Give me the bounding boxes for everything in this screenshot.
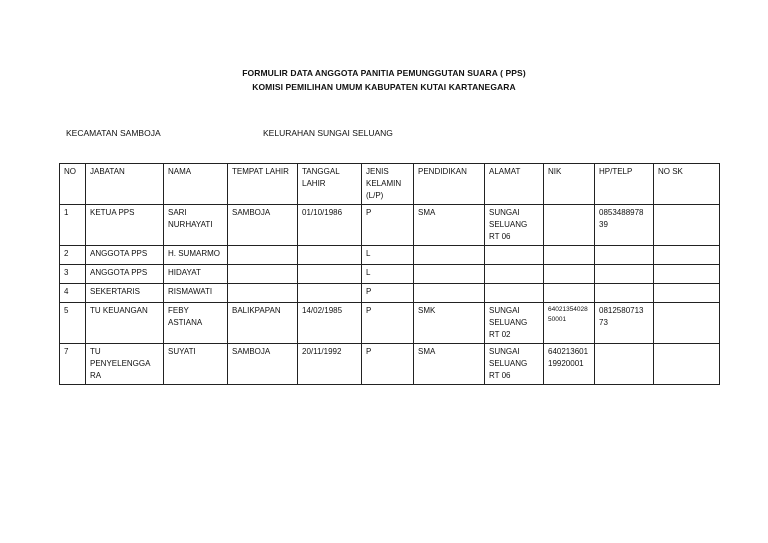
form-subtitle: KOMISI PEMILIHAN UMUM KABUPATEN KUTAI KARTANEGARA xyxy=(252,82,516,92)
col-header-jenis-kelamin: JENIS KELAMIN (L/P) xyxy=(362,164,414,205)
cell-jenis-kelamin: P xyxy=(362,284,414,303)
cell-hp-telp: 0812580713 73 xyxy=(595,303,654,344)
cell-alamat xyxy=(485,246,544,265)
cell-nik xyxy=(544,265,595,284)
cell-nik: 640213601 19920001 xyxy=(544,344,595,385)
cell-nama: SARI NURHAYATI xyxy=(164,205,228,246)
col-header-jabatan: JABATAN xyxy=(86,164,164,205)
cell-jenis-kelamin: P xyxy=(362,303,414,344)
kelurahan-label: KELURAHAN SUNGAI SELUANG xyxy=(263,128,393,138)
cell-nik: 64021354028 50001 xyxy=(544,303,595,344)
cell-hp-telp xyxy=(595,344,654,385)
cell-pendidikan xyxy=(414,265,485,284)
cell-no-sk xyxy=(654,265,720,284)
cell-tempat-lahir: SAMBOJA xyxy=(228,205,298,246)
cell-no-sk xyxy=(654,344,720,385)
col-header-alamat: ALAMAT xyxy=(485,164,544,205)
cell-jenis-kelamin: P xyxy=(362,344,414,385)
cell-jabatan: KETUA PPS xyxy=(86,205,164,246)
table-row xyxy=(60,246,720,265)
cell-nik xyxy=(544,205,595,246)
cell-tempat-lahir xyxy=(228,284,298,303)
table-row xyxy=(60,284,720,303)
cell-jabatan: TU KEUANGAN xyxy=(86,303,164,344)
cell-no: 1 xyxy=(60,205,86,246)
cell-nik xyxy=(544,284,595,303)
cell-jabatan: SEKERTARIS xyxy=(86,284,164,303)
cell-jabatan: ANGGOTA PPS xyxy=(86,246,164,265)
cell-no: 5 xyxy=(60,303,86,344)
table-row xyxy=(60,265,720,284)
col-header-tempat-lahir: TEMPAT LAHIR xyxy=(228,164,298,205)
cell-hp-telp xyxy=(595,284,654,303)
cell-tanggal-lahir: 14/02/1985 xyxy=(298,303,362,344)
cell-nama: SUYATI xyxy=(164,344,228,385)
cell-nik xyxy=(544,246,595,265)
cell-jenis-kelamin: L xyxy=(362,246,414,265)
cell-hp-telp xyxy=(595,265,654,284)
cell-pendidikan: SMK xyxy=(414,303,485,344)
table-row xyxy=(60,303,720,344)
cell-pendidikan: SMA xyxy=(414,205,485,246)
cell-no: 4 xyxy=(60,284,86,303)
form-title: FORMULIR DATA ANGGOTA PANITIA PEMUNGGUTAN SUARA ( PPS) xyxy=(242,68,526,78)
col-header-no-sk: NO SK xyxy=(654,164,720,205)
table-header-row xyxy=(60,164,720,205)
cell-no-sk xyxy=(654,303,720,344)
cell-tempat-lahir xyxy=(228,246,298,265)
cell-nama: FEBY ASTIANA xyxy=(164,303,228,344)
col-header-no: NO xyxy=(60,164,86,205)
cell-tanggal-lahir: 01/10/1986 xyxy=(298,205,362,246)
cell-pendidikan xyxy=(414,284,485,303)
cell-tempat-lahir: BALIKPAPAN xyxy=(228,303,298,344)
cell-jabatan: ANGGOTA PPS xyxy=(86,265,164,284)
cell-jenis-kelamin: P xyxy=(362,205,414,246)
cell-alamat xyxy=(485,284,544,303)
cell-alamat xyxy=(485,265,544,284)
cell-no-sk xyxy=(654,246,720,265)
cell-no: 3 xyxy=(60,265,86,284)
cell-nama: RISMAWATI xyxy=(164,284,228,303)
members-table xyxy=(59,163,720,385)
cell-tanggal-lahir: 20/11/1992 xyxy=(298,344,362,385)
kecamatan-label: KECAMATAN SAMBOJA xyxy=(66,128,161,138)
cell-jabatan: TU PENYELENGGA RA xyxy=(86,344,164,385)
cell-hp-telp xyxy=(595,246,654,265)
cell-tanggal-lahir xyxy=(298,265,362,284)
cell-pendidikan xyxy=(414,246,485,265)
cell-tanggal-lahir xyxy=(298,284,362,303)
cell-jenis-kelamin: L xyxy=(362,265,414,284)
cell-no-sk xyxy=(654,284,720,303)
col-header-nama: NAMA xyxy=(164,164,228,205)
cell-no: 7 xyxy=(60,344,86,385)
table-row xyxy=(60,344,720,385)
cell-alamat: SUNGAI SELUANG RT 06 xyxy=(485,344,544,385)
col-header-pendidikan: PENDIDIKAN xyxy=(414,164,485,205)
cell-no: 2 xyxy=(60,246,86,265)
cell-alamat: SUNGAI SELUANG RT 06 xyxy=(485,205,544,246)
col-header-hp-telp: HP/TELP xyxy=(595,164,654,205)
cell-tanggal-lahir xyxy=(298,246,362,265)
cell-no-sk xyxy=(654,205,720,246)
cell-tempat-lahir xyxy=(228,265,298,284)
cell-pendidikan: SMA xyxy=(414,344,485,385)
cell-alamat: SUNGAI SELUANG RT 02 xyxy=(485,303,544,344)
cell-hp-telp: 0853488978 39 xyxy=(595,205,654,246)
table-row xyxy=(60,205,720,246)
col-header-nik: NIK xyxy=(544,164,595,205)
cell-tempat-lahir: SAMBOJA xyxy=(228,344,298,385)
cell-nama: HIDAYAT xyxy=(164,265,228,284)
col-header-tanggal-lahir: TANGGAL LAHIR xyxy=(298,164,362,205)
cell-nama: H. SUMARMO xyxy=(164,246,228,265)
